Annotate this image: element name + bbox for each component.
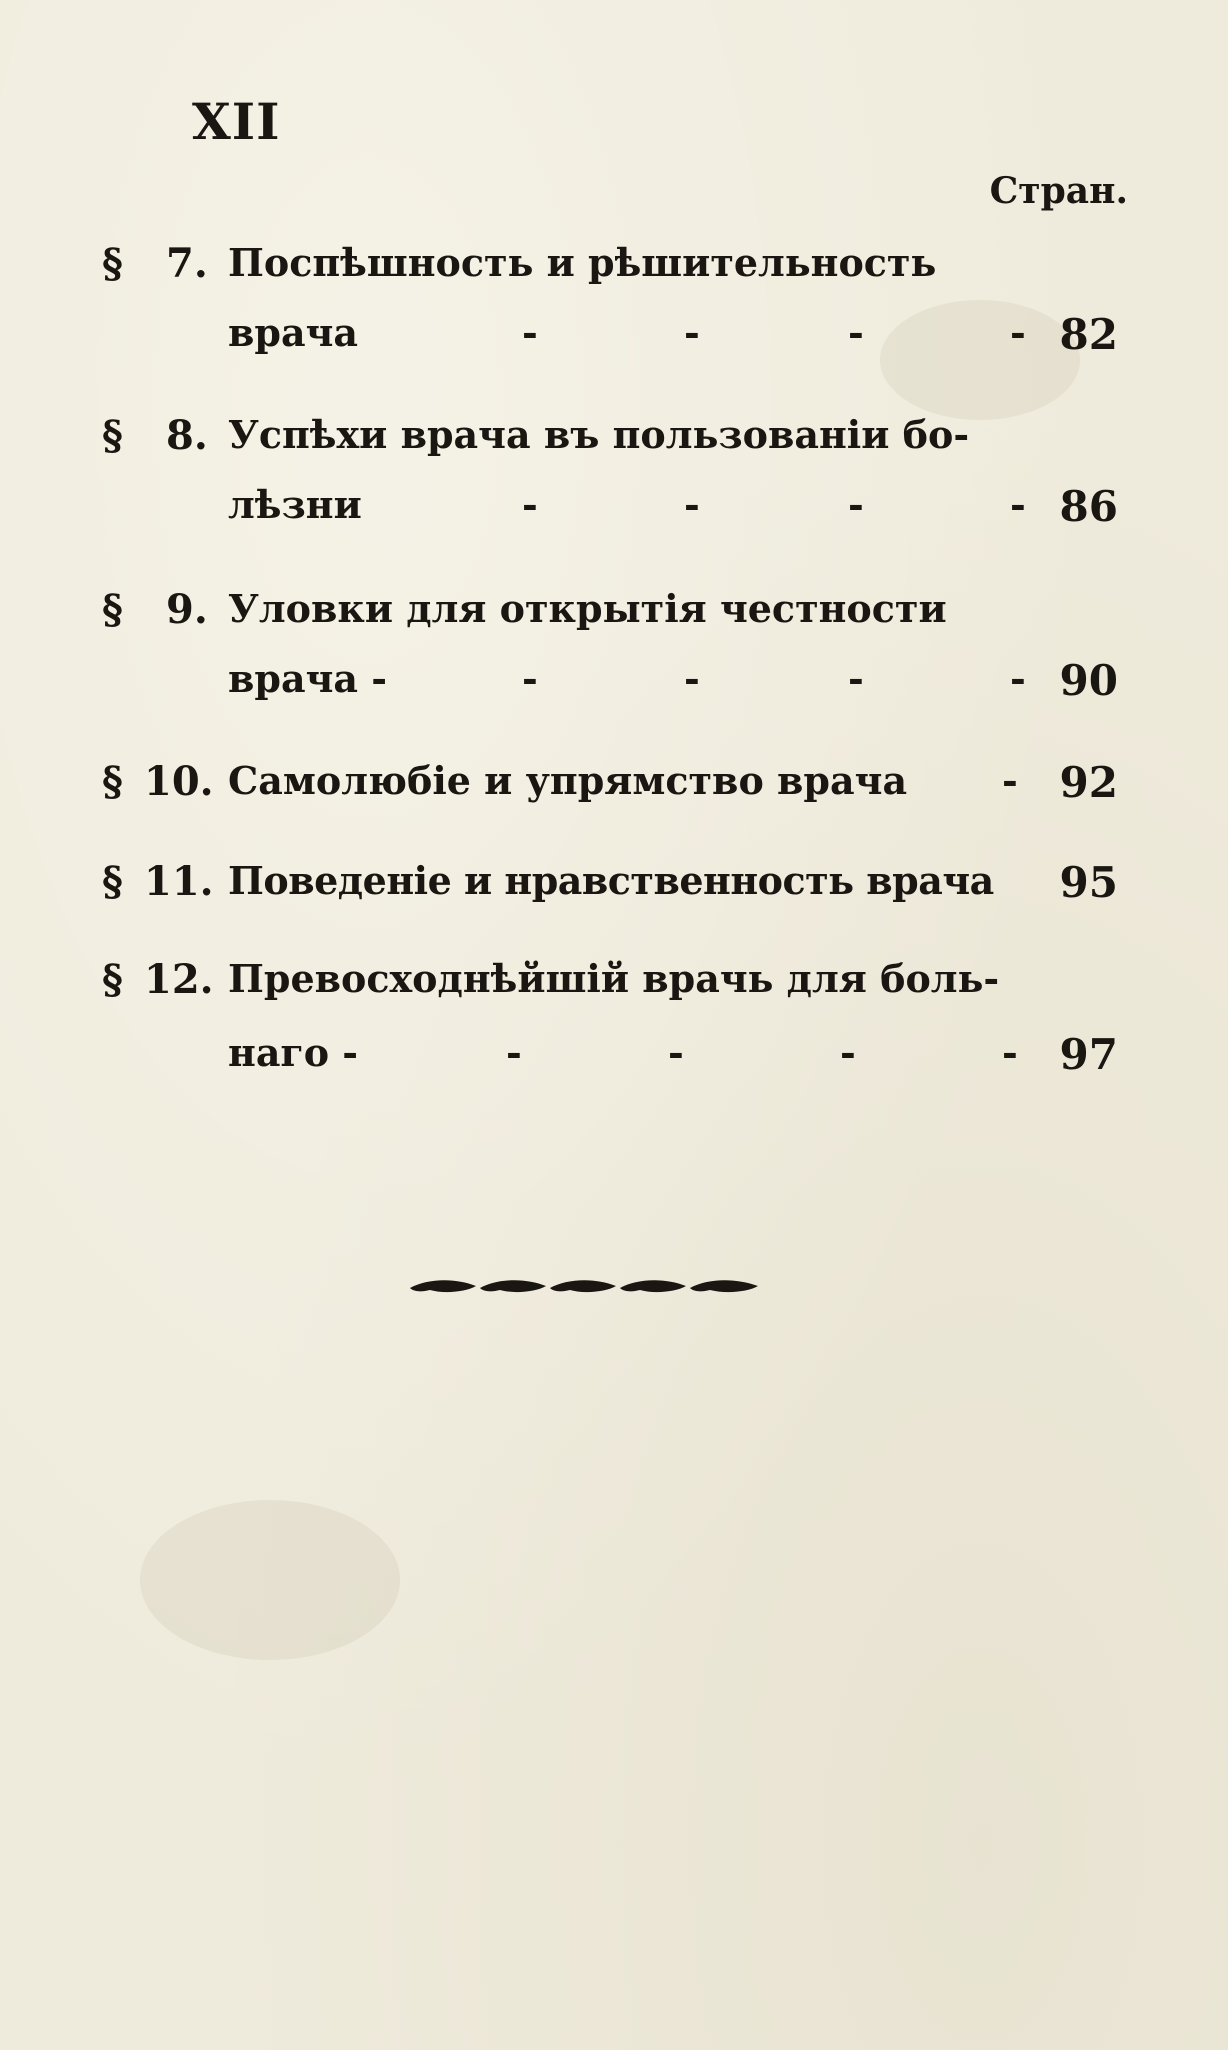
entry-title-line: Поведеніе и нравственность врача <box>228 858 994 903</box>
entry-number: 9. <box>166 586 208 633</box>
leader-dot: - <box>1010 310 1026 355</box>
section-sign: § <box>102 956 123 1003</box>
leader-dot: - <box>1010 482 1026 527</box>
leader-dot: - <box>522 482 538 527</box>
section-sign: § <box>102 758 123 805</box>
leader-dot: - <box>848 310 864 355</box>
paper-stain <box>880 300 1080 420</box>
page-number: 86 <box>1059 482 1118 531</box>
entry-title-line: Поспѣшность и рѣшительность <box>228 240 937 285</box>
entry-number: 10. <box>144 758 214 805</box>
leader-dot: - <box>848 482 864 527</box>
page-number: 95 <box>1059 858 1118 907</box>
entry-title-line: Успѣхи врача въ пользованіи бо- <box>228 412 970 457</box>
leader-dot: - <box>1002 1030 1018 1075</box>
leader-dot: - <box>506 1030 522 1075</box>
leader-dot: - <box>684 482 700 527</box>
page-number: 97 <box>1059 1030 1118 1079</box>
leader-dot: - <box>522 656 538 701</box>
entry-title-line: врача - <box>228 656 388 701</box>
page-number: 82 <box>1059 310 1118 359</box>
entry-title-line: Уловки для открытія честности <box>228 586 947 631</box>
entry-title-line: наго - <box>228 1030 359 1075</box>
section-sign: § <box>102 586 123 633</box>
tailpiece-ornament <box>408 1272 770 1302</box>
paper-stain <box>140 1500 400 1660</box>
leader-dot: - <box>840 1030 856 1075</box>
entry-title-line: лѣзни <box>228 482 362 527</box>
leader-dot: - <box>684 656 700 701</box>
entry-number: 12. <box>144 956 214 1003</box>
section-sign: § <box>102 858 123 905</box>
entry-number: 11. <box>144 858 214 905</box>
page-number: 92 <box>1059 758 1118 807</box>
section-sign: § <box>102 412 123 459</box>
entry-title-line: Самолюбіе и упрямство врача <box>228 758 908 803</box>
leader-dot: - <box>1010 656 1026 701</box>
entry-title-line: Превосходнѣйшій врачь для боль- <box>228 956 1000 1001</box>
entry-number: 8. <box>166 412 208 459</box>
page-column-heading: Стран. <box>989 170 1128 212</box>
entry-number: 7. <box>166 240 208 287</box>
leader-dot: - <box>684 310 700 355</box>
entry-title-line: врача <box>228 310 359 355</box>
leader-dot: - <box>1002 758 1018 803</box>
page-folio: XII <box>192 92 281 151</box>
leader-dot: - <box>522 310 538 355</box>
leader-dot: - <box>668 1030 684 1075</box>
page-number: 90 <box>1059 656 1118 705</box>
leader-dot: - <box>848 656 864 701</box>
ornament-swirls <box>410 1280 758 1292</box>
section-sign: § <box>102 240 123 287</box>
